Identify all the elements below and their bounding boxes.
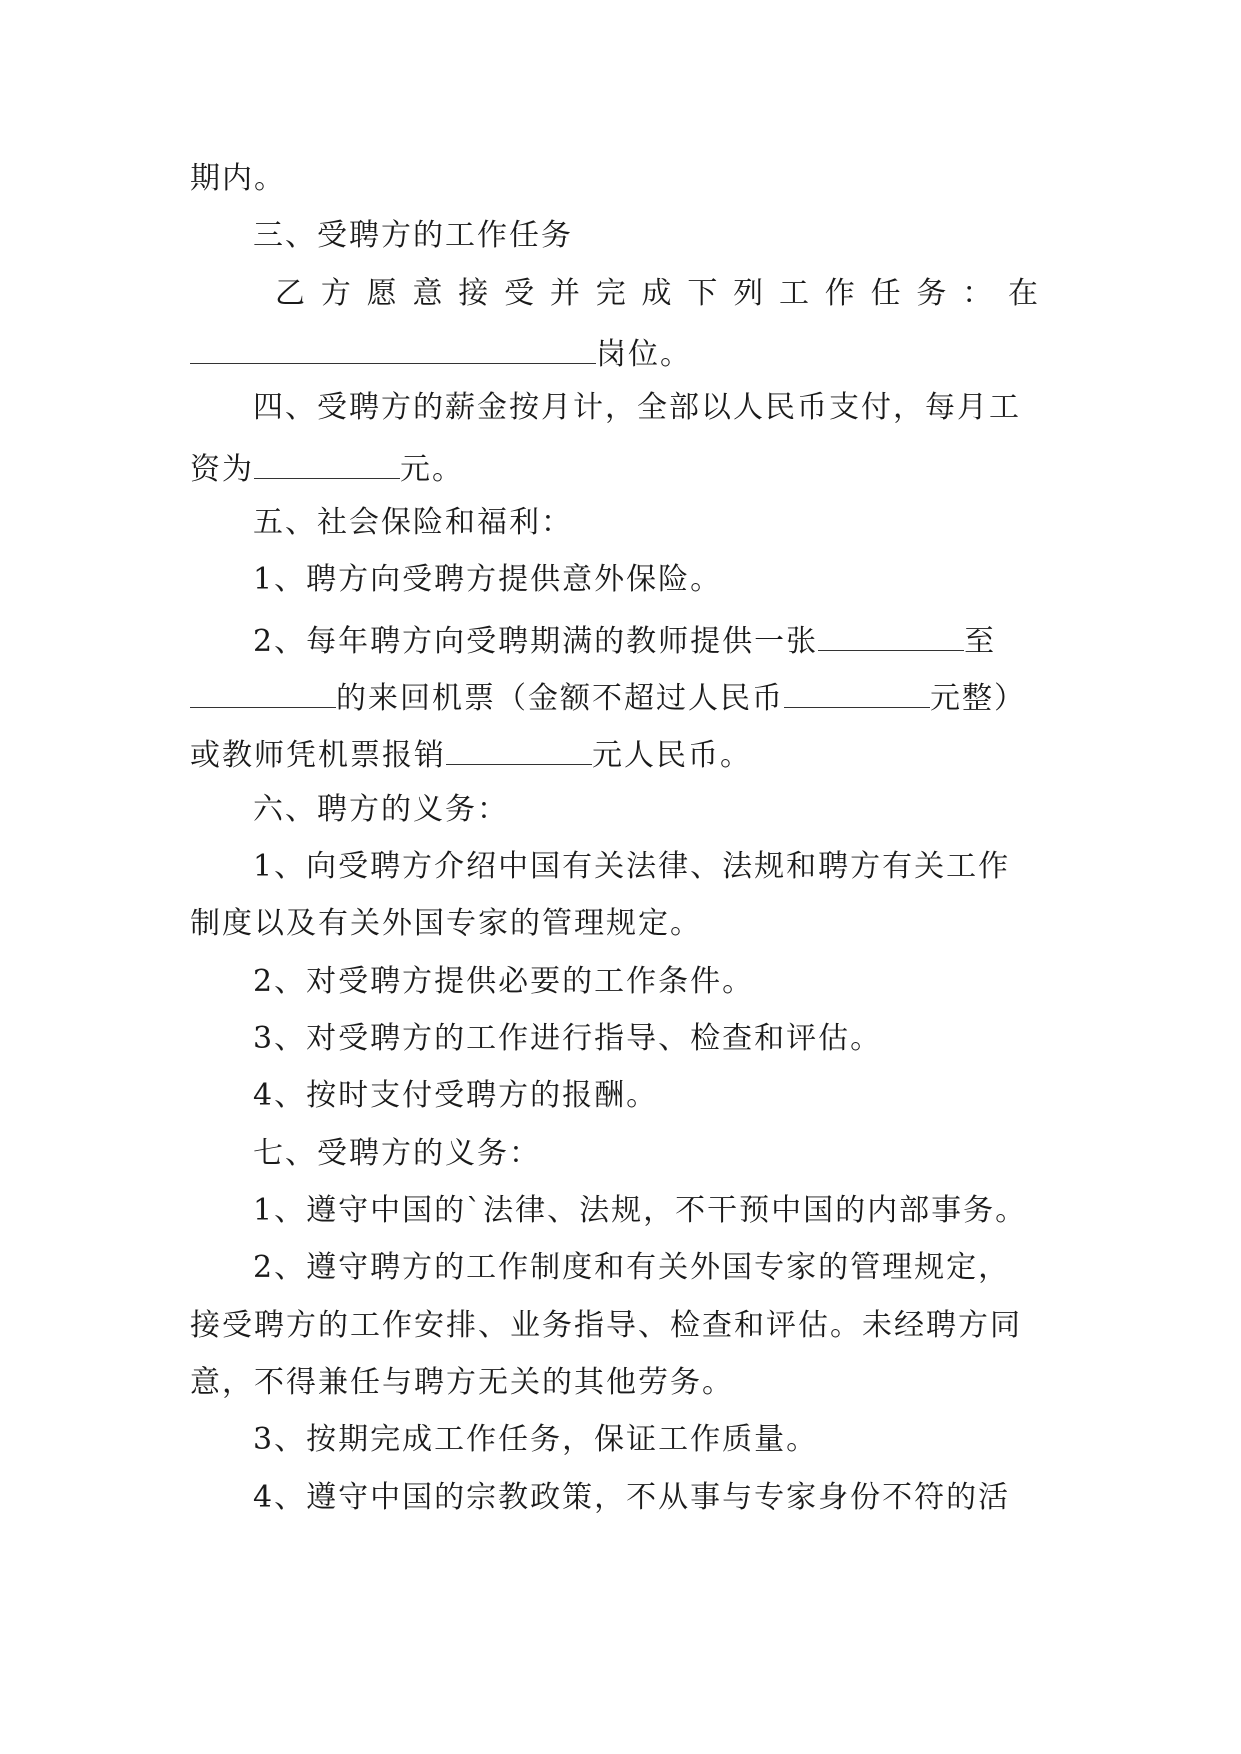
line-text: 元整） — [930, 681, 1026, 716]
line-text: 1、聘方向受聘方提供意外保险。 — [253, 562, 723, 597]
char: 作 — [824, 276, 855, 311]
text-line — [190, 1306, 1050, 1346]
fill-in-blank — [818, 618, 964, 651]
text-line — [253, 1478, 1050, 1518]
line-text: 的来回机票（金额不超过人民币 — [336, 681, 784, 716]
fill-in-blank — [190, 331, 596, 364]
text-line — [253, 1191, 1050, 1231]
fill-in-blank — [446, 732, 592, 765]
char: 意 — [412, 276, 443, 311]
section-heading — [253, 503, 1050, 543]
line-text: 2、遵守聘方的工作制度和有关外国专家的管理规定， — [253, 1250, 1011, 1285]
char: 受 — [504, 276, 535, 311]
line-text: 元人民币。 — [592, 738, 752, 773]
char: 乙 — [275, 276, 305, 311]
heading-text: 五、社会保险和福利： — [253, 505, 573, 540]
heading-text: 六、聘方的义务： — [253, 792, 509, 827]
line-text: 1、向受聘方介绍中国有关法律、法规和聘方有关工作 — [253, 849, 1011, 884]
line-text: 至 — [964, 624, 997, 659]
text-line — [190, 159, 1050, 199]
text-line — [253, 1076, 1050, 1116]
fill-in-blank — [784, 675, 930, 708]
char: 工 — [778, 276, 809, 311]
line-text: 资为 — [190, 452, 254, 487]
line-text: 四、受聘方的薪金按月计，全部以人民币支付，每月工 — [253, 390, 1021, 425]
text-line — [253, 962, 1050, 1002]
line-text: 3、按期完成工作任务，保证工作质量。 — [253, 1422, 819, 1457]
line-text: 4、遵守中国的宗教政策，不从事与专家身份不符的活 — [253, 1480, 1011, 1515]
char: ： — [962, 276, 993, 311]
line-text: 或教师凭机票报销 — [190, 738, 446, 773]
text-line — [190, 1363, 1050, 1403]
char: 列 — [733, 276, 764, 311]
char: 下 — [687, 276, 718, 311]
text-line-with-blank — [190, 446, 1050, 486]
line-text: 3、对受聘方的工作进行指导、检查和评估。 — [253, 1021, 883, 1056]
line-text: 接受聘方的工作安排、业务指导、检查和评估。未经聘方同 — [190, 1308, 1022, 1343]
char: 务 — [916, 276, 947, 311]
line-text: 4、按时支付受聘方的报酬。 — [253, 1078, 659, 1113]
char: 方 — [320, 276, 351, 311]
section-heading — [253, 790, 1050, 830]
line-text: 制度以及有关外国专家的管理规定。 — [190, 906, 702, 941]
char: 完 — [595, 276, 626, 311]
text-line-with-blank — [190, 732, 1050, 772]
char: 愿 — [366, 276, 397, 311]
text-line — [253, 847, 1050, 887]
char: 接 — [458, 276, 489, 311]
heading-text: 七、受聘方的义务： — [253, 1136, 541, 1171]
line-text: 1、遵守中国的`法律、法规，不干预中国的内部事务。 — [253, 1193, 1028, 1228]
line-text: 元。 — [400, 452, 464, 487]
heading-text: 三、受聘方的工作任务 — [253, 218, 573, 253]
char: 并 — [549, 276, 580, 311]
line-text: 意，不得兼任与聘方无关的其他劳务。 — [190, 1365, 734, 1400]
line-text: 2、对受聘方提供必要的工作条件。 — [253, 964, 755, 999]
text-line-with-blank — [253, 618, 1050, 658]
text-line — [190, 904, 1050, 944]
text-line — [253, 388, 1050, 428]
text-line-with-blank — [190, 675, 1050, 715]
line-text: 岗位。 — [596, 337, 692, 372]
text-line — [253, 1248, 1050, 1288]
char: 任 — [870, 276, 901, 311]
text-line — [253, 1420, 1050, 1460]
line-text: 期内。 — [190, 161, 286, 196]
text-line — [253, 560, 1050, 600]
line-text: 2、每年聘方向受聘期满的教师提供一张 — [253, 624, 819, 659]
text-line — [253, 1019, 1050, 1059]
justified-text-line — [275, 274, 1038, 314]
section-heading — [253, 1134, 1050, 1174]
char: 在 — [1008, 276, 1038, 311]
fill-in-blank — [254, 446, 400, 479]
text-line-with-blank — [190, 331, 1050, 371]
fill-in-blank — [190, 675, 336, 708]
char: 成 — [641, 276, 672, 311]
section-heading — [253, 216, 1050, 256]
